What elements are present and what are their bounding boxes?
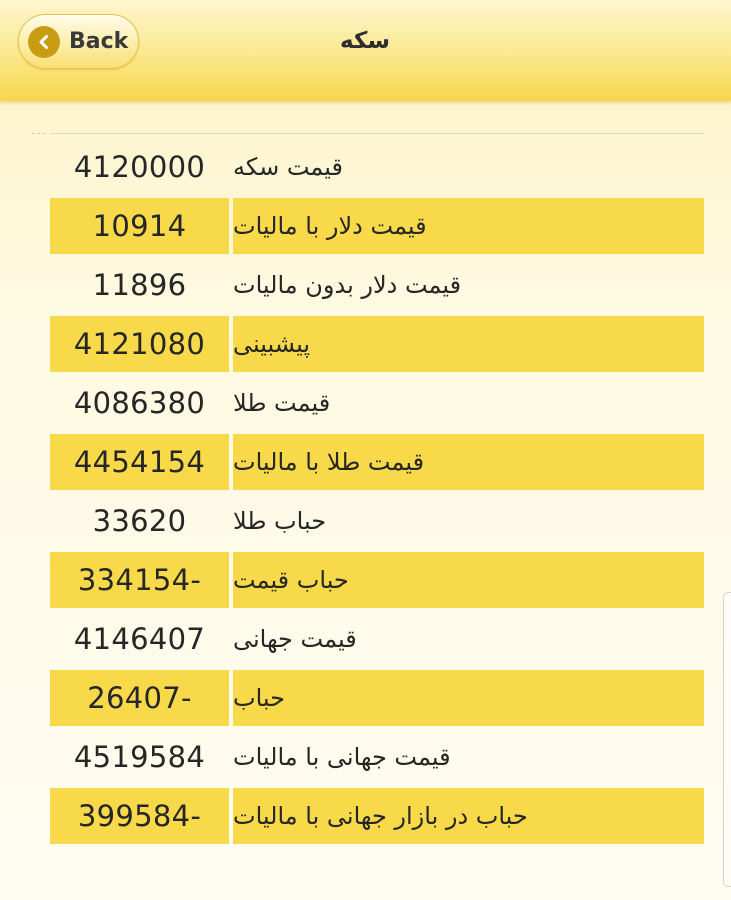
- list-item: [50, 375, 704, 431]
- price-value: 4519584: [73, 740, 206, 774]
- price-label: قیمت سکه: [233, 153, 344, 181]
- price-value: 26407-: [50, 670, 229, 726]
- price-value: 10914: [50, 198, 229, 254]
- chevron-left-icon: [28, 26, 60, 58]
- price-label: حباب قیمت: [233, 552, 704, 608]
- scrollbar-handle[interactable]: [723, 592, 731, 887]
- price-value: 11896: [92, 268, 187, 302]
- price-label: قیمت طلا با مالیات: [233, 434, 704, 490]
- list-item: [50, 493, 704, 549]
- divider: [32, 133, 46, 135]
- price-label: پیشبینی: [233, 316, 704, 372]
- price-value: 4454154: [50, 434, 229, 490]
- list-item: [50, 198, 704, 254]
- list-item: [50, 729, 704, 785]
- price-value: 4146407: [73, 622, 206, 656]
- price-label: حباب طلا: [233, 507, 327, 535]
- back-button-label: Back: [69, 29, 129, 54]
- price-value: 4121080: [50, 316, 229, 372]
- price-value: 399584-: [50, 788, 229, 844]
- list-item: [50, 788, 704, 844]
- price-label: قیمت دلار بدون مالیات: [233, 271, 462, 299]
- list-item: [50, 257, 704, 313]
- divider: [50, 133, 704, 134]
- list-item: [50, 139, 704, 195]
- list-item: [50, 611, 704, 667]
- price-label: قیمت جهانی: [233, 625, 357, 653]
- page-title: سکه: [340, 28, 390, 54]
- price-label: قیمت دلار با مالیات: [233, 198, 704, 254]
- price-label: حباب: [233, 670, 704, 726]
- list-item: [50, 670, 704, 726]
- header-bar: [0, 0, 731, 101]
- price-label: قیمت جهانی با مالیات: [233, 743, 451, 771]
- price-value: 4086380: [73, 386, 206, 420]
- price-value: 33620: [92, 504, 187, 538]
- price-label: حباب در بازار جهانی با مالیات: [233, 788, 704, 844]
- price-value: 334154-: [50, 552, 229, 608]
- price-value: 4120000: [73, 150, 206, 184]
- back-button[interactable]: [18, 14, 139, 69]
- list-item: [50, 316, 704, 372]
- price-list: [50, 139, 704, 847]
- list-item: [50, 434, 704, 490]
- price-label: قیمت طلا: [233, 389, 331, 417]
- list-item: [50, 552, 704, 608]
